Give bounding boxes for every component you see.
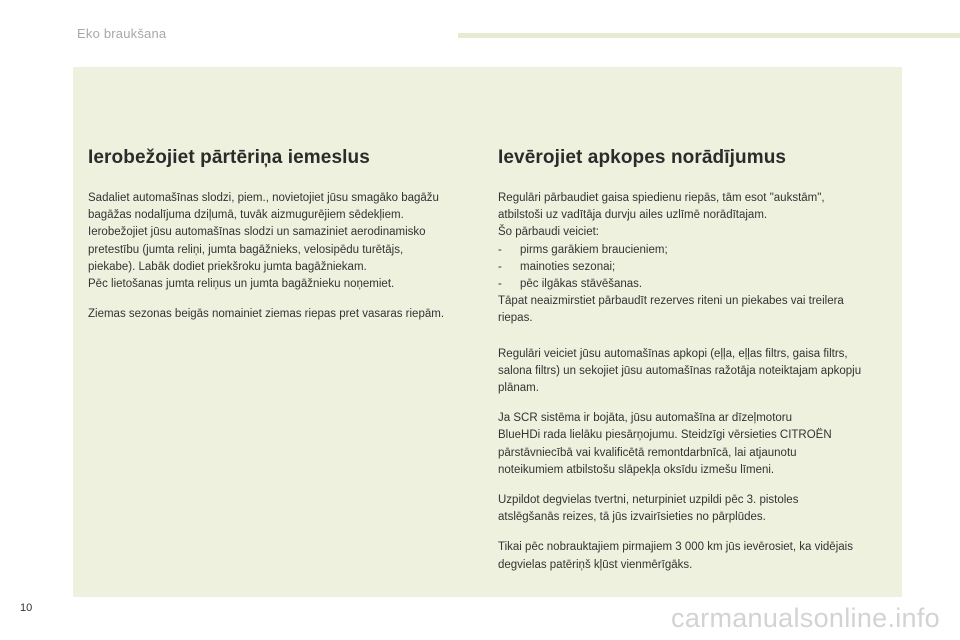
- list-item-text: pēc ilgākas stāvēšanas.: [520, 278, 643, 291]
- text-line: Tāpat neaizmirstiet pārbaudīt rezerves riteni un piekabes vai treilera: [498, 295, 844, 308]
- text-line: plānam.: [498, 382, 539, 395]
- right-paragraph-4: [498, 492, 898, 526]
- text-line: piekabe). Labāk dodiet priekšroku jumta bagāžniekam.: [88, 260, 367, 273]
- text-line: atslēgšanās reizes, tā jūs izvairīsieties no pārplūdes.: [498, 511, 766, 524]
- watermark: carmanualsonline.info: [671, 603, 940, 633]
- text-line: Ierobežojiet jūsu automašīnas slodzi un samaziniet aerodinamisko: [88, 226, 426, 239]
- text-line: Uzpildot degvielas tvertni, neturpiniet uzpildi pēc 3. pistoles: [498, 494, 799, 507]
- left-paragraph-2: [88, 306, 483, 323]
- right-paragraph-1: [498, 190, 898, 328]
- left-heading: Ierobežojiet pārtēriņa iemeslus: [88, 147, 370, 168]
- text-line: Regulāri veiciet jūsu automašīnas apkopi (eļļa, eļļas filtrs, gaisa filtrs,: [498, 347, 848, 360]
- list-item: - pirms garākiem braucieniem;: [498, 243, 668, 256]
- right-paragraph-3: [498, 410, 898, 479]
- text-line: Tikai pēc nobrauktajiem pirmajiem 3 000 km jūs ievērosiet, ka vidējais: [498, 541, 853, 554]
- text-line: BlueHDi rada lielāku piesārņojumu. Steidzīgi vērsieties CITROËN: [498, 429, 832, 442]
- text-line: Šo pārbaudi veiciet:: [498, 226, 600, 239]
- text-line: noteikumiem atbilstošu slāpekļa oksīdu izmešu līmeni.: [498, 463, 775, 476]
- content-panel: [73, 67, 902, 597]
- right-paragraph-2: [498, 346, 898, 398]
- text-line: Sadaliet automašīnas slodzi, piem., novietojiet jūsu smagāko bagāžu: [88, 192, 439, 204]
- text-line: Pēc lietošanas jumta reliņus un jumta bagāžnieku noņemiet.: [88, 278, 395, 291]
- right-column: [498, 146, 898, 587]
- right-heading: Ievērojiet apkopes norādījumus: [498, 147, 787, 168]
- header-accent-bar: [458, 33, 960, 38]
- text-line: pretestību (jumta reliņi, jumta bagāžnieks, velosipēdu turētājs,: [88, 243, 404, 256]
- list-item: - pēc ilgākas stāvēšanas.: [498, 278, 643, 291]
- list-item-text: mainoties sezonai;: [520, 260, 616, 273]
- section-title: Eko braukšana: [77, 26, 167, 41]
- text-line: atbilstoši uz vadītāja durvju ailes uzlīmē norādītajam.: [498, 209, 768, 222]
- text-line: Ziemas sezonas beigās nomainiet ziemas riepas pret vasaras riepām.: [88, 308, 445, 321]
- left-column: [88, 146, 483, 336]
- text-line: pārstāvniecībā vai kvalificētā remontdarbnīcā, lai atjaunotu: [498, 446, 797, 459]
- list-item-text: pirms garākiem braucieniem;: [520, 243, 668, 256]
- page-number: 10: [20, 602, 33, 614]
- text-line: salona filtrs) un sekojiet jūsu automašīnas ražotāja noteiktajam apkopju: [498, 364, 862, 377]
- text-line: Ja SCR sistēma ir bojāta, jūsu automašīna ar dīzeļmotoru: [498, 412, 793, 425]
- text-line: riepas.: [498, 312, 533, 325]
- text-line: Regulāri pārbaudiet gaisa spiedienu riepās, tām esot "aukstām",: [498, 192, 825, 204]
- list-item: - mainoties sezonai;: [498, 260, 616, 273]
- left-paragraph-1: [88, 190, 483, 293]
- right-paragraph-5: [498, 539, 898, 573]
- text-line: degvielas patēriņš kļūst vienmērīgāks.: [498, 558, 693, 571]
- text-line: bagāžas nodalījuma dziļumā, tuvāk aizmugurējiem sēdekļiem.: [88, 209, 404, 222]
